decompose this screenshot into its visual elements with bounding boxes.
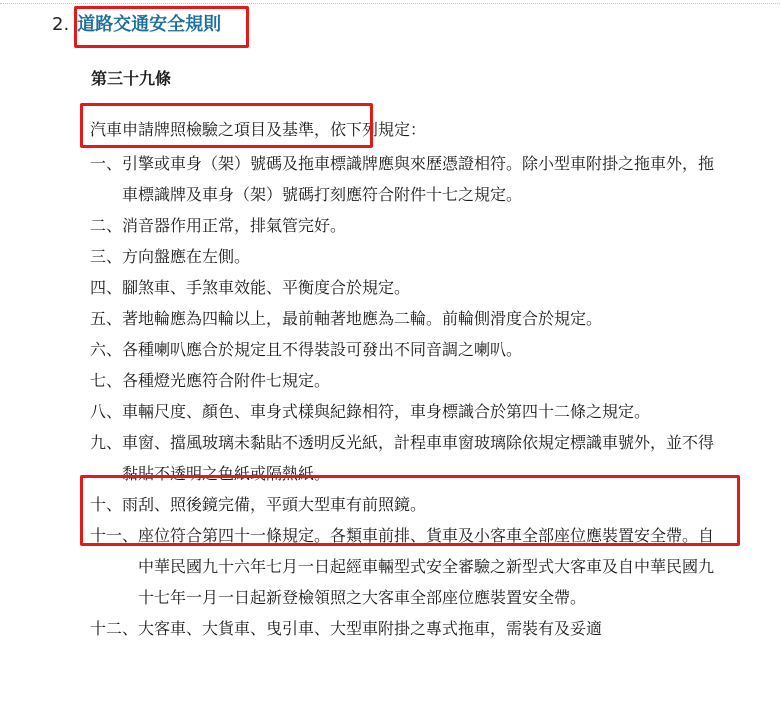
list-item [90, 303, 730, 334]
list-item [90, 241, 730, 272]
list-item-label: 五、 [90, 309, 123, 328]
regulation-list [90, 148, 730, 644]
list-item-text: 腳煞車、手煞車效能、平衡度合於規定。 [122, 278, 411, 297]
intro-paragraph [90, 117, 426, 143]
list-item [90, 613, 730, 644]
intro-rest-text: ，依下列規定： [314, 120, 427, 139]
list-item-text: 引擎或車身（架）號碼及拖車標識牌應與來歷憑證相符。除小型車附掛之拖車外，拖車標識牌及車身（架）號碼打刻應符合附件十七之規定。 [122, 154, 715, 204]
article-title: 第三十九條 [91, 69, 172, 88]
list-item-text: 方向盤應在左側。 [122, 247, 251, 266]
list-item-label: 三、 [90, 247, 123, 266]
list-item-label: 十二、 [90, 619, 139, 638]
section-title-link[interactable]: 道路交通安全規則 [77, 14, 222, 35]
list-item-text: 各種喇叭應合於規定且不得裝設可發出不同音調之喇叭。 [122, 340, 523, 359]
list-item-text: 座位符合第四十一條規定。各類車前排、貨車及小客車全部座位應裝置安全帶。自中華民國九十六年七月一日起經車輛型式安全審驗之新型式大客車及自中華民國九十七年一月一日起新登檢領照之大客車全部座位應裝置安全帶。 [138, 526, 715, 607]
list-item [90, 489, 730, 520]
list-item-label: 八、 [90, 402, 123, 421]
section-number: 2. [52, 14, 70, 35]
list-item [90, 396, 730, 427]
list-item-text: 車輛尺度、顏色、車身式樣與紀錄相符，車身標識合於第四十二條之規定。 [122, 402, 651, 421]
list-item-label: 二、 [90, 216, 123, 235]
list-item-text: 雨刮、照後鏡完備，平頭大型車有前照鏡。 [122, 495, 427, 514]
list-item-label: 四、 [90, 278, 123, 297]
list-item-text: 各種燈光應符合附件七規定。 [122, 371, 331, 390]
top-divider [0, 3, 780, 4]
list-item-text: 消音器作用正常，排氣管完好。 [122, 216, 347, 235]
list-item [90, 365, 730, 396]
list-item-label: 十一、 [90, 526, 139, 545]
list-item [90, 210, 730, 241]
list-item [90, 520, 730, 613]
list-item-label: 九、 [90, 433, 123, 452]
list-item [90, 427, 730, 489]
list-item-label: 一、 [90, 154, 123, 173]
list-item-text: 大客車、大貨車、曳引車、大型車附掛之專式拖車，需裝有及妥適 [138, 619, 603, 638]
list-item-label: 七、 [90, 371, 123, 390]
section-heading [52, 10, 221, 40]
list-item [90, 334, 730, 365]
list-item-text: 車窗、擋風玻璃未黏貼不透明反光紙，計程車車窗玻璃除依規定標識車號外，並不得黏貼不透明之色紙或隔熱紙。 [122, 433, 715, 483]
intro-highlight-text: 汽車申請牌照檢驗之項目及基準 [90, 120, 315, 139]
list-item-label: 六、 [90, 340, 123, 359]
list-item [90, 148, 730, 210]
list-item [90, 272, 730, 303]
list-item-text: 著地輪應為四輪以上，最前軸著地應為二輪。前輪側滑度合於規定。 [122, 309, 603, 328]
list-item-label: 十、 [90, 495, 123, 514]
